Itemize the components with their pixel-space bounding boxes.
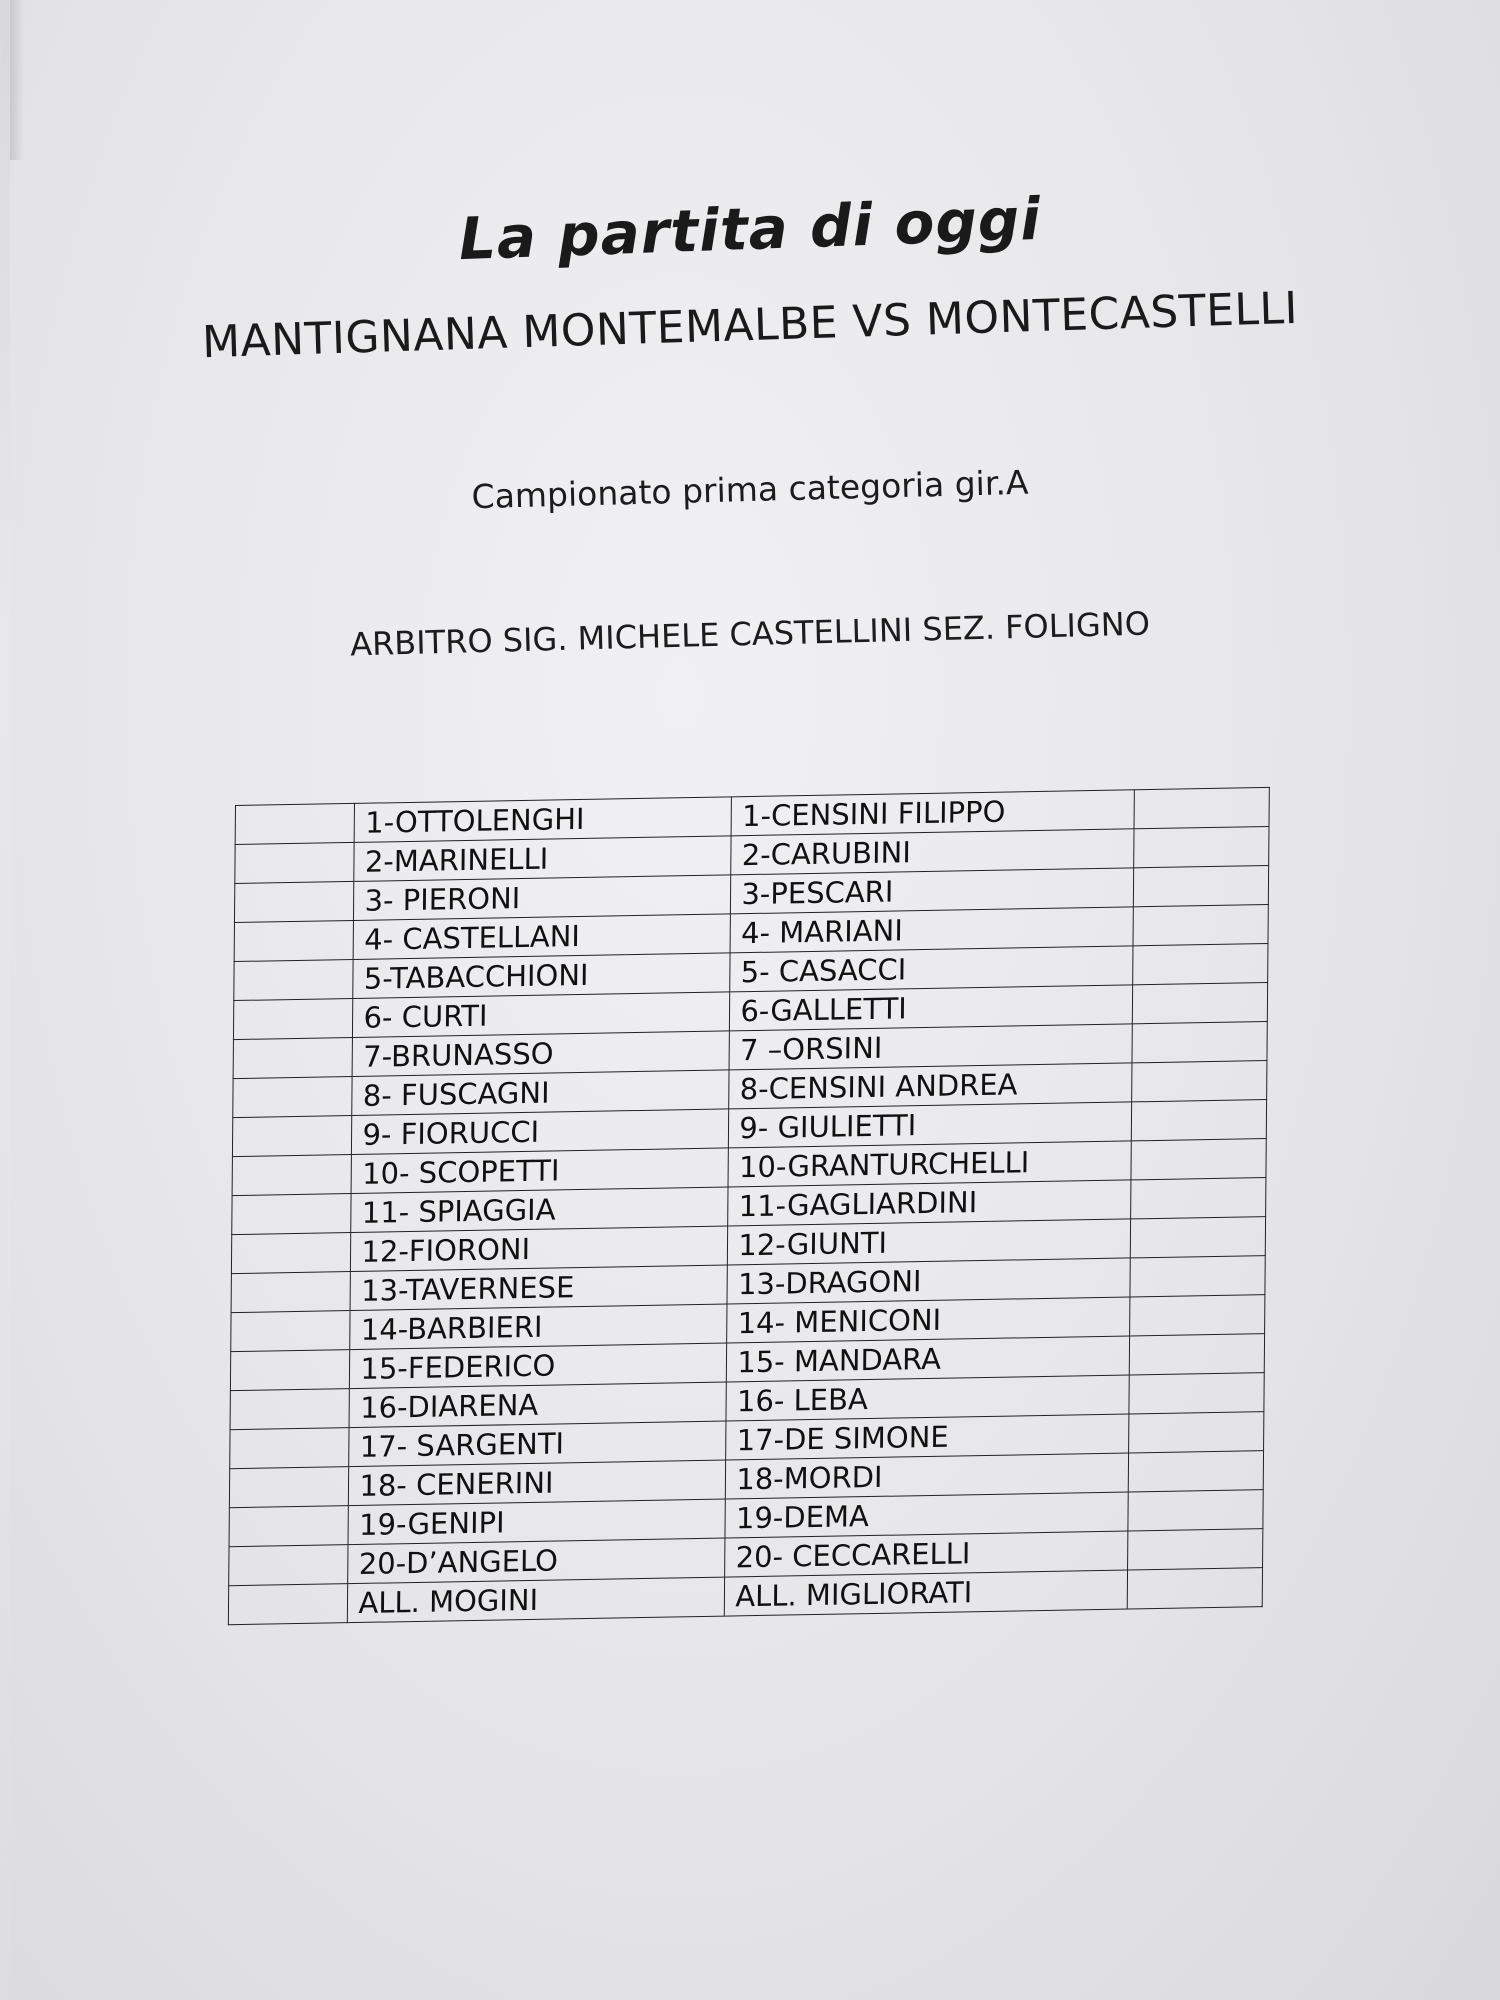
- lineup-table-body: [228, 787, 1269, 1624]
- blank-cell-right: [1131, 1139, 1266, 1180]
- away-player-cell: ALL. MIGLIORATI: [725, 1570, 1128, 1616]
- away-player-cell: 9- GIULIETTI: [729, 1102, 1132, 1148]
- blank-cell-right: [1131, 1100, 1266, 1141]
- away-player-cell: 2-CARUBINI: [731, 829, 1134, 875]
- document-title: La partita di oggi: [457, 184, 1043, 274]
- blank-cell-left: [228, 1584, 348, 1625]
- blank-cell-left: [229, 1545, 349, 1586]
- away-player-cell: 16- LEBA: [726, 1375, 1129, 1421]
- home-player-cell: 2-MARINELLI: [354, 836, 731, 882]
- blank-cell-right: [1134, 787, 1269, 828]
- blank-cell-right: [1128, 1451, 1263, 1492]
- blank-cell-right: [1129, 1412, 1264, 1453]
- home-player-cell: 6- CURTI: [353, 992, 730, 1038]
- away-player-cell: 11-GAGLIARDINI: [728, 1180, 1131, 1226]
- away-player-cell: 6-GALLETTI: [730, 985, 1133, 1031]
- blank-cell-right: [1129, 1334, 1264, 1375]
- blank-cell-right: [1129, 1373, 1264, 1414]
- blank-cell-left: [232, 1155, 352, 1196]
- blank-cell-right: [1128, 1529, 1263, 1570]
- away-player-cell: 4- MARIANI: [730, 907, 1133, 953]
- blank-cell-left: [229, 1467, 349, 1508]
- away-player-cell: 17-DE SIMONE: [726, 1414, 1129, 1460]
- blank-cell-left: [230, 1389, 350, 1430]
- home-player-cell: 1-OTTOLENGHI: [355, 797, 732, 843]
- home-player-cell: 9- FIORUCCI: [352, 1109, 729, 1155]
- home-player-cell: 4- CASTELLANI: [354, 914, 731, 960]
- home-player-cell: 5-TABACCHIONI: [353, 953, 730, 999]
- lineup-table: [228, 787, 1270, 1625]
- home-player-cell: ALL. MOGINI: [348, 1577, 725, 1623]
- blank-cell-left: [231, 1272, 351, 1313]
- blank-cell-right: [1132, 1022, 1267, 1063]
- blank-cell-right: [1133, 865, 1268, 906]
- blank-cell-left: [231, 1311, 351, 1352]
- blank-cell-left: [235, 842, 355, 883]
- home-player-cell: 11- SPIAGGIA: [351, 1187, 728, 1233]
- blank-cell-right: [1130, 1295, 1265, 1336]
- home-player-cell: 10- SCOPETTI: [352, 1148, 729, 1194]
- home-player-cell: 20-D’ANGELO: [348, 1538, 725, 1584]
- blank-cell-left: [233, 1037, 353, 1078]
- paper-shadow: [10, 0, 24, 160]
- away-player-cell: 14- MENICONI: [727, 1297, 1130, 1343]
- home-player-cell: 18- CENERINI: [349, 1460, 726, 1506]
- blank-cell-right: [1130, 1217, 1265, 1258]
- home-player-cell: 19-GENIPI: [348, 1499, 725, 1545]
- away-player-cell: 10-GRANTURCHELLI: [728, 1141, 1131, 1187]
- blank-cell-right: [1133, 943, 1268, 984]
- away-player-cell: 7 –ORSINI: [729, 1024, 1132, 1070]
- blank-cell-left: [231, 1233, 351, 1274]
- competition-line: Campionato prima categoria gir.A: [471, 462, 1029, 517]
- away-player-cell: 8-CENSINI ANDREA: [729, 1063, 1132, 1109]
- blank-cell-left: [233, 998, 353, 1039]
- home-player-cell: 16-DIARENA: [349, 1382, 726, 1428]
- blank-cell-right: [1127, 1568, 1262, 1609]
- blank-cell-right: [1133, 904, 1268, 945]
- home-player-cell: 17- SARGENTI: [349, 1421, 726, 1467]
- home-player-cell: 12-FIORONI: [351, 1226, 728, 1272]
- away-player-cell: 15- MANDARA: [727, 1336, 1130, 1382]
- away-player-cell: 18-MORDI: [726, 1453, 1129, 1499]
- blank-cell-left: [230, 1350, 350, 1391]
- blank-cell-right: [1131, 1178, 1266, 1219]
- away-player-cell: 5- CASACCI: [730, 946, 1133, 992]
- blank-cell-right: [1132, 1061, 1267, 1102]
- blank-cell-right: [1132, 983, 1267, 1024]
- blank-cell-left: [235, 803, 355, 844]
- blank-cell-left: [234, 881, 354, 922]
- home-player-cell: 7-BRUNASSO: [353, 1031, 730, 1077]
- home-player-cell: 13-TAVERNESE: [351, 1265, 728, 1311]
- blank-cell-right: [1130, 1256, 1265, 1297]
- home-player-cell: 15-FEDERICO: [350, 1343, 727, 1389]
- away-player-cell: 1-CENSINI FILIPPO: [731, 790, 1134, 836]
- blank-cell-right: [1134, 826, 1269, 867]
- home-player-cell: 14-BARBIERI: [350, 1304, 727, 1350]
- blank-cell-left: [232, 1116, 352, 1157]
- away-player-cell: 3-PESCARI: [731, 868, 1134, 914]
- match-heading: MANTIGNANA MONTEMALBE VS MONTECASTELLI: [201, 282, 1299, 369]
- away-player-cell: 13-DRAGONI: [727, 1258, 1130, 1304]
- away-player-cell: 12-GIUNTI: [728, 1219, 1131, 1265]
- blank-cell-right: [1128, 1490, 1263, 1531]
- away-player-cell: 20- CECCARELLI: [725, 1531, 1128, 1577]
- away-player-cell: 19-DEMA: [725, 1492, 1128, 1538]
- blank-cell-left: [229, 1506, 349, 1547]
- home-player-cell: 8- FUSCAGNI: [352, 1070, 729, 1116]
- referee-line: ARBITRO SIG. MICHELE CASTELLINI SEZ. FOLIGNO: [349, 604, 1151, 664]
- home-player-cell: 3- PIERONI: [354, 875, 731, 921]
- blank-cell-left: [234, 959, 354, 1000]
- blank-cell-left: [232, 1194, 352, 1235]
- blank-cell-left: [233, 1076, 353, 1117]
- blank-cell-left: [230, 1428, 350, 1469]
- blank-cell-left: [234, 920, 354, 961]
